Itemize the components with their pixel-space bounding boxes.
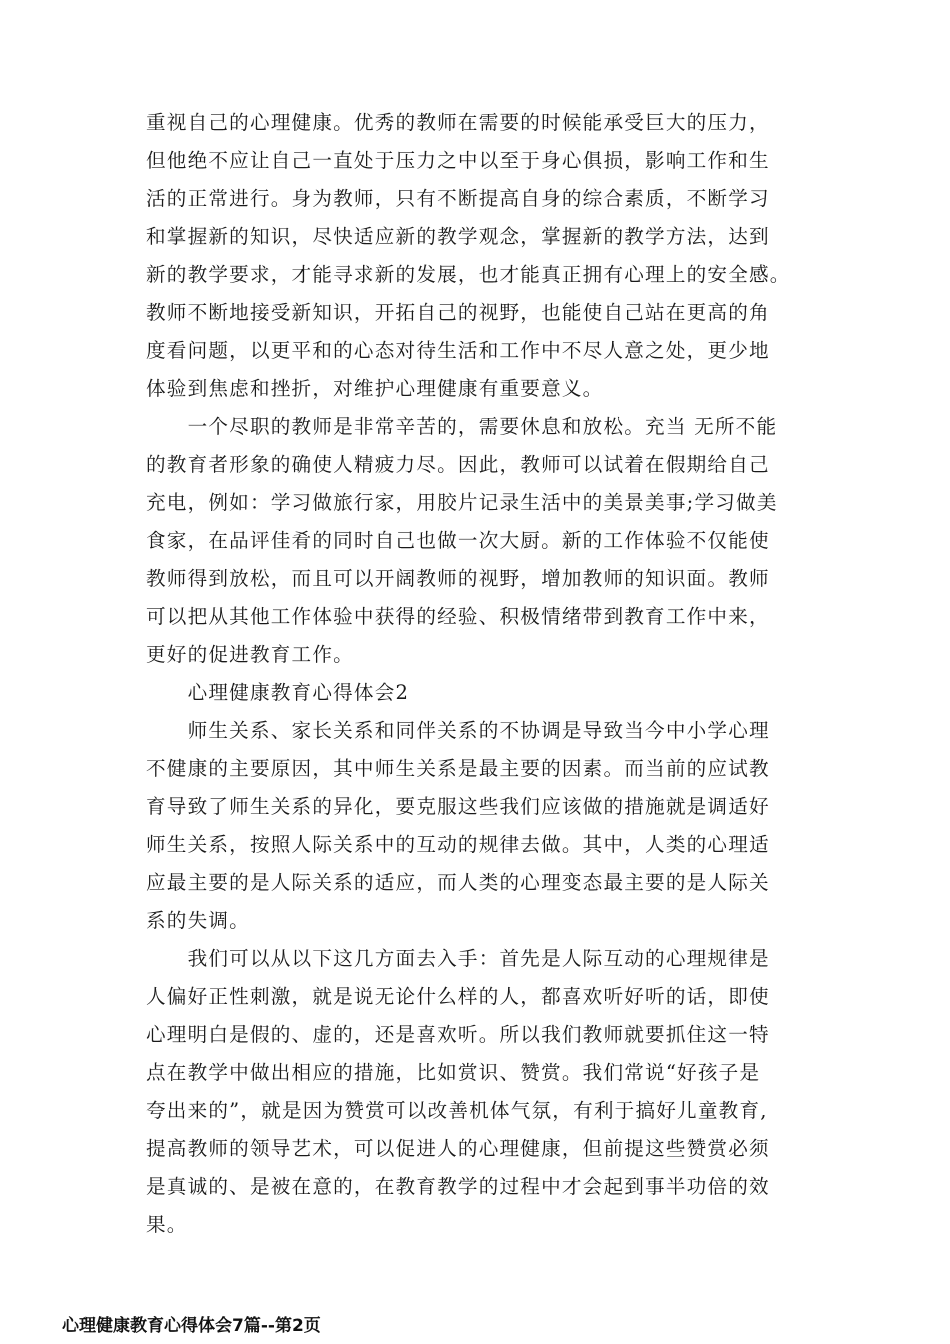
text-line-14: 可以把从其他工作体验中获得的经验、积极情绪带到教育工作中来， [146,605,770,628]
document-body [146,104,811,1244]
text-line-24: 人偏好正性刺激，就是说无论什么样的人，都喜欢听好听的话，即使 [146,985,770,1008]
text-line-7: 度看问题，以更平和的心态对待生活和工作中不尽人意之处，更少地 [146,339,770,362]
text-line-15: 更好的促进教育工作。 [146,643,354,666]
text-line-21: 应最主要的是人际关系的适应，而人类的心理变态最主要的是人际关 [146,871,770,894]
text-line-22: 系的失调。 [146,909,250,932]
text-line-25: 心理明白是假的、虚的，还是喜欢听。所以我们教师就要抓住这一特 [146,1023,770,1046]
text-line-5: 新的教学要求，才能寻求新的发展，也才能真正拥有心理上的安全感。 [146,263,791,286]
text-line-27: 夸出来的”，就是因为赞赏可以改善机体气氛，有利于搞好儿童教育, [146,1099,768,1122]
text-line-3: 活的正常进行。身为教师，只有不断提高自身的综合素质，不断学习 [146,187,770,210]
text-line-26: 点在教学中做出相应的措施，比如赏识、赞赏。我们常说“好孩子是 [146,1061,761,1084]
text-line-12: 食家，在品评佳肴的同时自己也做一次大厨。新的工作体验不仅能使 [146,529,770,552]
text-line-29: 是真诚的、是被在意的，在教育教学的过程中才会起到事半功倍的效 [146,1175,770,1198]
text-line-8: 体验到焦虑和挫折，对维护心理健康有重要意义。 [146,377,604,400]
text-line-4: 和掌握新的知识，尽快适应新的教学观念，掌握新的教学方法，达到 [146,225,770,248]
text-line-6: 教师不断地接受新知识，开拓自己的视野，也能使自己站在更高的角 [146,301,770,324]
page-footer: 心理健康教育心得体会7篇--第2页 [62,1316,321,1336]
text-line-28: 提高教师的领导艺术，可以促进人的心理健康，但前提这些赞赏必须 [146,1137,770,1160]
text-line-23: 我们可以从以下这几方面去入手：首先是人际互动的心理规律是 [146,947,770,970]
text-line-17: 师生关系、家长关系和同伴关系的不协调是导致当今中小学心理 [146,719,770,742]
text-line-10: 的教育者形象的确使人精疲力尽。因此，教师可以试着在假期给自己 [146,453,770,476]
text-line-19: 育导致了师生关系的异化，要克服这些我们应该做的措施就是调适好 [146,795,770,818]
text-line-20: 师生关系，按照人际关系中的互动的规律去做。其中，人类的心理适 [146,833,770,856]
text-line-11: 充电，例如：学习做旅行家，用胶片记录生活中的美景美事;学习做美 [146,491,778,514]
text-line-30: 果。 [146,1213,188,1236]
section-heading: 心理健康教育心得体会2 [146,681,410,704]
text-line-13: 教师得到放松，而且可以开阔教师的视野，增加教师的知识面。教师 [146,567,770,590]
text-line-2: 但他绝不应让自己一直处于压力之中以至于身心俱损，影响工作和生 [146,149,770,172]
text-line-18: 不健康的主要原因，其中师生关系是最主要的因素。而当前的应试教 [146,757,770,780]
text-line-9: 一个尽职的教师是非常辛苦的，需要休息和放松。充当 无所不能 [146,415,778,438]
text-line-1: 重视自己的心理健康。优秀的教师在需要的时候能承受巨大的压力， [146,111,770,134]
